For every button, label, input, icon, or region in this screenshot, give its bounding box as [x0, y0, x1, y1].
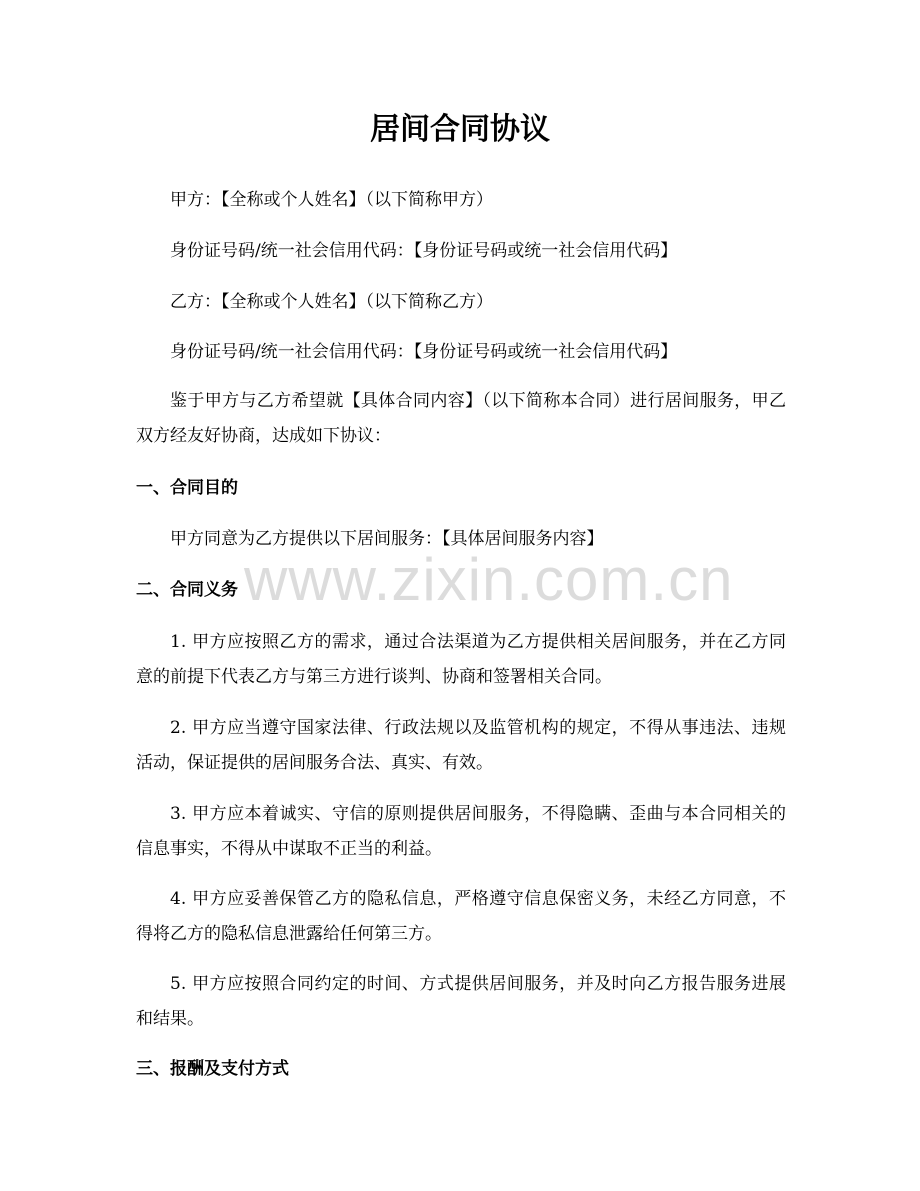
- section-heading-purpose: 一、合同目的: [136, 478, 238, 498]
- obligation-item-5: 5. 甲方应按照合同约定的时间、方式提供居间服务，并及时向乙方报告服务进展和结果。: [136, 974, 786, 1029]
- party-a-line: 甲方：【全称或个人姓名】（以下简称甲方）: [170, 190, 493, 210]
- document-title: 居间合同协议: [370, 112, 550, 147]
- section-heading-obligations: 二、合同义务: [136, 580, 238, 600]
- watermark-text: www.zixin.com.cn: [244, 546, 734, 613]
- section-heading-payment: 三、报酬及支付方式: [136, 1059, 289, 1079]
- obligation-item-4: 4. 甲方应妥善保管乙方的隐私信息，严格遵守信息保密义务，未经乙方同意，不得将乙方的隐私信息泄露给任何第三方。: [136, 889, 786, 944]
- party-b-line: 乙方：【全称或个人姓名】（以下简称乙方）: [170, 292, 493, 312]
- obligation-item-3: 3. 甲方应本着诚实、守信的原则提供居间服务，不得隐瞒、歪曲与本合同相关的信息事实，不得从中谋取不正当的利益。: [136, 804, 786, 859]
- party-b-id-line: 身份证号码/统一社会信用代码：【身份证号码或统一社会信用代码】: [170, 342, 678, 362]
- section-purpose-text: 甲方同意为乙方提供以下居间服务：【具体居间服务内容】: [170, 529, 604, 549]
- party-a-id-line: 身份证号码/统一社会信用代码：【身份证号码或统一社会信用代码】: [170, 241, 678, 261]
- obligation-item-2: 2. 甲方应当遵守国家法律、行政法规以及监管机构的规定，不得从事违法、违规活动，保证提供的居间服务合法、真实、有效。: [136, 718, 786, 773]
- obligation-item-1: 1. 甲方应按照乙方的需求，通过合法渠道为乙方提供相关居间服务，并在乙方同意的前提下代表乙方与第三方进行谈判、协商和签署相关合同。: [136, 632, 786, 687]
- preamble-paragraph: 鉴于甲方与乙方希望就【具体合同内容】（以下简称本合同）进行居间服务，甲乙双方经友好协商，达成如下协议：: [136, 391, 786, 446]
